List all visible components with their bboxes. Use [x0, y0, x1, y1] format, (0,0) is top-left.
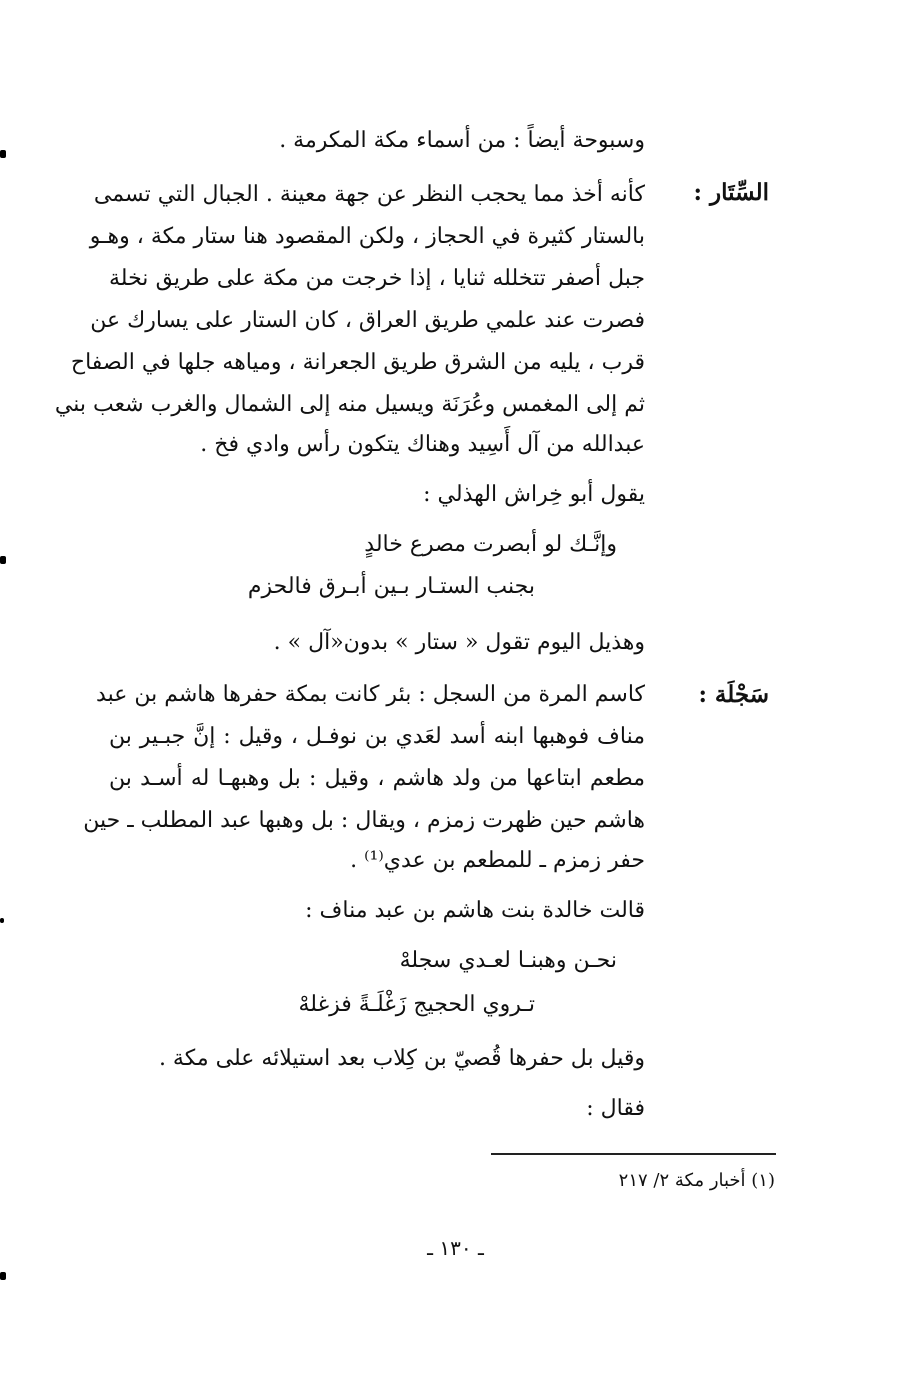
scan-edge-mark	[0, 918, 4, 923]
entry-line: كأنه أخذ مما يحجب النظر عن جهة معينة . الجبال التي تسمى	[93, 182, 645, 207]
verse-hemistich-2: بجنب الستـار بـين أبـرق فالحزم	[247, 574, 535, 599]
entry-term-sitar: السِّتَار :	[693, 179, 769, 206]
scan-edge-mark	[0, 1272, 6, 1280]
footnote-rule	[491, 1153, 776, 1155]
entry-line: ثم إلى المغمس وعُرَنَة ويسيل منه إلى الشمال والغرب شعب بني	[54, 392, 645, 417]
entry-term-sajla: سَجْلَة :	[698, 681, 769, 708]
entry-line: مطعم ابتاعها من ولد هاشم ، وقيل : بل وهبهـا له أسـد بن	[109, 766, 645, 791]
entry-line: هاشم حين ظهرت زمزم ، ويقال : بل وهبها عبد المطلب ـ حين	[83, 808, 645, 833]
entry-line: بالستار كثيرة في الحجاز ، ولكن المقصود هنا ستار مكة ، وهـو	[89, 224, 645, 249]
entry-line: حفر زمزم ـ للمطعم بن عدي⁽¹⁾ .	[350, 848, 645, 873]
scan-edge-mark	[0, 150, 6, 158]
verse-hemistich-2: تـروي الحجيج زَغْلَـةً فزغلهْ	[298, 992, 535, 1017]
quote-intro: قالت خالدة بنت هاشم بن عبد مناف :	[305, 898, 645, 923]
entry-line: فصرت عند علمي طريق العراق ، كان الستار على يسارك عن	[90, 308, 645, 333]
closing-line: فقال :	[586, 1096, 645, 1121]
scan-edge-mark	[0, 556, 6, 564]
quote-intro: يقول أبو خِراش الهذلي :	[423, 482, 645, 507]
verse-hemistich-1: نحـن وهبنـا لعـدي سجلهْ	[399, 948, 617, 973]
entry-line: جبل أصفر تتخلله ثنايا ، إذا خرجت من مكة على طريق نخلة	[109, 266, 645, 291]
footnote: (١) أخبار مكة ٢/ ٢١٧	[618, 1170, 775, 1191]
entry-line: كاسم المرة من السجل : بئر كانت بمكة حفرها هاشم بن عبد	[96, 682, 645, 707]
entry-line: مناف فوهبها ابنه أسد لعَدي بن نوفـل ، وقيل : إنَّ جبـير بن	[109, 724, 645, 749]
intro-line: وسبوحة أيضاً : من أسماء مكة المكرمة .	[279, 128, 645, 153]
entry-line: قرب ، يليه من الشرق طريق الجعرانة ، ومياهه جلها في الصفاح	[70, 350, 645, 375]
entry-line: عبدالله من آل أَسِيد وهناك يتكون رأس وادي فخ .	[200, 432, 645, 457]
verse-hemistich-1: وإنَّـك لو أبصرت مصرع خالدٍ	[364, 532, 617, 557]
entry-note: وهذيل اليوم تقول « ستار » بدون«آل » .	[273, 630, 645, 655]
page-number: ـ ١٣٠ ـ	[427, 1236, 484, 1260]
entry-note: وقيل بل حفرها قُصيّ بن كِلاب بعد استيلائه على مكة .	[158, 1046, 645, 1071]
